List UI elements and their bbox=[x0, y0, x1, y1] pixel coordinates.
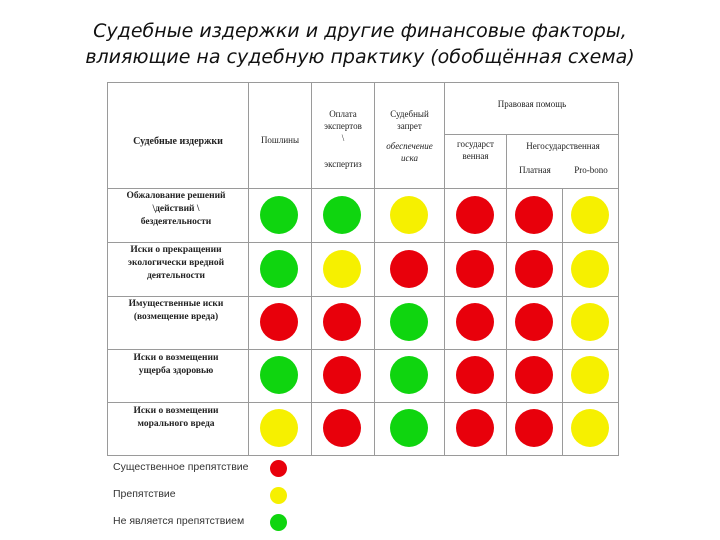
row-label-line: \действий \ bbox=[152, 204, 200, 214]
title-line-1: Судебные издержки и другие финансовые факторы, bbox=[93, 20, 627, 42]
title-line-2: влияющие на судебную практику (обобщённая схема) bbox=[85, 46, 635, 68]
legend bbox=[107, 456, 621, 540]
grid-line bbox=[506, 134, 507, 456]
row-label-property-claims bbox=[111, 298, 241, 324]
header-state-aid bbox=[445, 138, 506, 162]
red-indicator-dot bbox=[515, 356, 553, 394]
yellow-indicator-dot bbox=[571, 250, 609, 288]
red-indicator-dot bbox=[323, 409, 361, 447]
red-indicator-dot bbox=[456, 409, 494, 447]
yellow-indicator-dot bbox=[260, 409, 298, 447]
row-label-health-claims bbox=[111, 352, 241, 378]
red-indicator-dot bbox=[456, 356, 494, 394]
grid-line bbox=[618, 82, 619, 456]
red-indicator-dot bbox=[515, 196, 553, 234]
red-indicator-dot bbox=[515, 409, 553, 447]
legend-label-none: Не является препятствием bbox=[113, 515, 245, 527]
grid-line bbox=[107, 82, 108, 456]
obstacle-matrix-table bbox=[107, 82, 619, 456]
row-label-line: Обжалование решений bbox=[126, 191, 226, 201]
legend-dot-yellow bbox=[270, 487, 287, 504]
header-nonstate-aid: Негосударственная bbox=[526, 141, 600, 151]
yellow-indicator-dot bbox=[571, 356, 609, 394]
header-experts-line-3: \ bbox=[341, 133, 345, 143]
green-indicator-dot bbox=[260, 356, 298, 394]
header-ban-line-2: запрет bbox=[397, 121, 422, 131]
row-label-line: Иски о возмещении bbox=[133, 406, 219, 416]
row-label-line: деятельности bbox=[147, 271, 205, 281]
yellow-indicator-dot bbox=[323, 250, 361, 288]
red-indicator-dot bbox=[515, 303, 553, 341]
header-ban-line-3: обеспечение bbox=[386, 141, 433, 151]
header-court-costs: Судебные издержки bbox=[133, 136, 223, 147]
red-indicator-dot bbox=[260, 303, 298, 341]
row-label-line: Иски о возмещении bbox=[133, 353, 219, 363]
header-experts-line-2: экспертов bbox=[324, 121, 362, 131]
yellow-indicator-dot bbox=[390, 196, 428, 234]
header-experts-line-4: экспертиз bbox=[324, 159, 362, 169]
red-indicator-dot bbox=[323, 356, 361, 394]
red-indicator-dot bbox=[456, 303, 494, 341]
green-indicator-dot bbox=[390, 409, 428, 447]
row-label-line: бездеятельности bbox=[140, 217, 212, 227]
header-paid: Платная bbox=[519, 165, 551, 175]
header-state-line-1: государст bbox=[456, 139, 494, 149]
header-court-ban bbox=[375, 108, 444, 164]
red-indicator-dot bbox=[323, 303, 361, 341]
row-label-line: Имущественные иски bbox=[128, 299, 224, 309]
red-indicator-dot bbox=[456, 250, 494, 288]
yellow-indicator-dot bbox=[571, 196, 609, 234]
diagram-title bbox=[0, 18, 720, 70]
green-indicator-dot bbox=[260, 250, 298, 288]
grid-line bbox=[444, 134, 619, 135]
legend-label-major: Существенное препятствие bbox=[113, 461, 249, 473]
red-indicator-dot bbox=[390, 250, 428, 288]
yellow-indicator-dot bbox=[571, 409, 609, 447]
grid-line bbox=[107, 402, 619, 403]
row-label-line: морального вреда bbox=[137, 419, 215, 429]
red-indicator-dot bbox=[456, 196, 494, 234]
row-label-line: Иски о прекращении bbox=[130, 245, 222, 255]
grid-line bbox=[107, 242, 619, 243]
row-label-eco-claims bbox=[111, 244, 241, 283]
grid-line bbox=[107, 82, 619, 83]
yellow-indicator-dot bbox=[571, 303, 609, 341]
red-indicator-dot bbox=[515, 250, 553, 288]
legend-label-obstacle: Препятствие bbox=[113, 488, 176, 500]
grid-line bbox=[107, 188, 619, 189]
grid-line bbox=[107, 296, 619, 297]
header-experts-line-1: Оплата bbox=[329, 109, 357, 119]
row-label-moral-claims bbox=[111, 405, 241, 431]
grid-line bbox=[562, 188, 563, 456]
row-label-line: экологически вредной bbox=[127, 258, 225, 268]
header-state-line-2: венная bbox=[462, 151, 489, 161]
header-pro-bono: Pro-bono bbox=[574, 165, 608, 175]
header-experts bbox=[312, 108, 374, 170]
header-duty: Пошлины bbox=[260, 135, 300, 145]
header-ban-line-4: иска bbox=[401, 153, 418, 163]
row-label-line: ущерба здоровью bbox=[138, 366, 214, 376]
row-label-appeal bbox=[111, 190, 241, 229]
green-indicator-dot bbox=[390, 356, 428, 394]
green-indicator-dot bbox=[323, 196, 361, 234]
legend-dot-green bbox=[270, 514, 287, 531]
green-indicator-dot bbox=[260, 196, 298, 234]
grid-line bbox=[107, 349, 619, 350]
header-ban-line-1: Судебный bbox=[390, 109, 429, 119]
green-indicator-dot bbox=[390, 303, 428, 341]
row-label-line: (возмещение вреда) bbox=[133, 312, 219, 322]
header-legal-aid: Правовая помощь bbox=[497, 99, 567, 109]
legend-dot-red bbox=[270, 460, 287, 477]
